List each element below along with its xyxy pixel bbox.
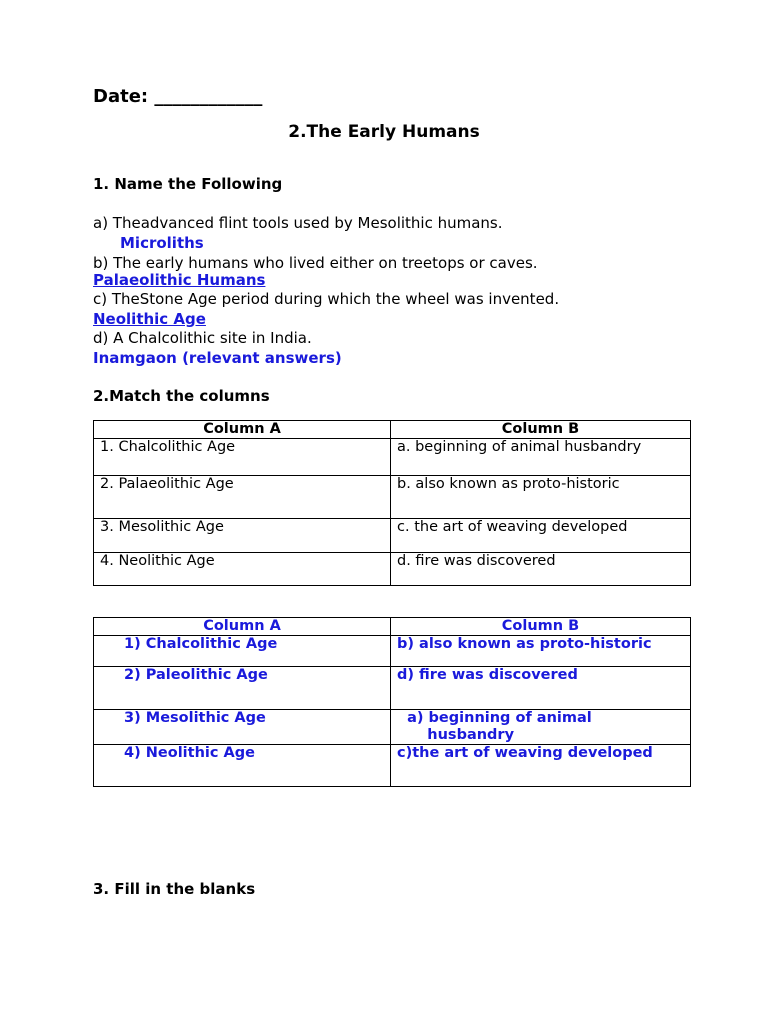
section-heading-match: 2.Match the columns: [93, 387, 270, 405]
table-cell: a. beginning of animal husbandry: [391, 439, 691, 476]
table-cell: 3. Mesolithic Age: [94, 519, 391, 553]
section-heading-name: 1. Name the Following: [93, 175, 283, 193]
question-b: b) The early humans who lived either on treetops or caves.: [93, 254, 538, 272]
page-title: 2.The Early Humans: [288, 122, 480, 142]
table-cell: c)the art of weaving developed: [391, 745, 691, 787]
table-header-row: [94, 618, 691, 636]
table-row: [94, 745, 691, 787]
question-a: a) Theadvanced flint tools used by Mesolithic humans.: [93, 214, 503, 232]
column-b-header: Column B: [391, 421, 691, 439]
table-cell: 4. Neolithic Age: [94, 553, 391, 586]
match-question-table: [93, 420, 691, 586]
table-row: [94, 553, 691, 586]
table-cell: 2. Palaeolithic Age: [94, 476, 391, 519]
column-b-header: Column B: [391, 618, 691, 636]
answer-d: Inamgaon (relevant answers): [93, 349, 342, 367]
table-cell: c. the art of weaving developed: [391, 519, 691, 553]
answer-c: Neolithic Age: [93, 310, 206, 328]
match-answer-table: [93, 617, 691, 787]
question-d: d) A Chalcolithic site in India.: [93, 329, 312, 347]
table-cell: 4) Neolithic Age: [94, 745, 391, 787]
table-cell: a) beginning of animal husbandry: [391, 710, 691, 745]
table-cell: b) also known as proto-historic: [391, 636, 691, 667]
table-cell: d. fire was discovered: [391, 553, 691, 586]
table-row: [94, 710, 691, 745]
table-cell: 1) Chalcolithic Age: [94, 636, 391, 667]
answer-b: Palaeolithic Humans: [93, 271, 266, 289]
table-row: [94, 636, 691, 667]
table-header-row: [94, 421, 691, 439]
table-cell: b. also known as proto-historic: [391, 476, 691, 519]
table-row: [94, 519, 691, 553]
column-a-header: Column A: [94, 618, 391, 636]
table-row: [94, 667, 691, 710]
date-label: Date: ____________: [93, 86, 263, 107]
table-cell: 1. Chalcolithic Age: [94, 439, 391, 476]
answer-a: Microliths: [120, 234, 204, 252]
question-c: c) TheStone Age period during which the wheel was invented.: [93, 290, 560, 308]
section-heading-fill: 3. Fill in the blanks: [93, 880, 256, 898]
table-cell: d) fire was discovered: [391, 667, 691, 710]
table-cell: 2) Paleolithic Age: [94, 667, 391, 710]
table-row: [94, 476, 691, 519]
table-cell: 3) Mesolithic Age: [94, 710, 391, 745]
column-a-header: Column A: [94, 421, 391, 439]
table-row: [94, 439, 691, 476]
